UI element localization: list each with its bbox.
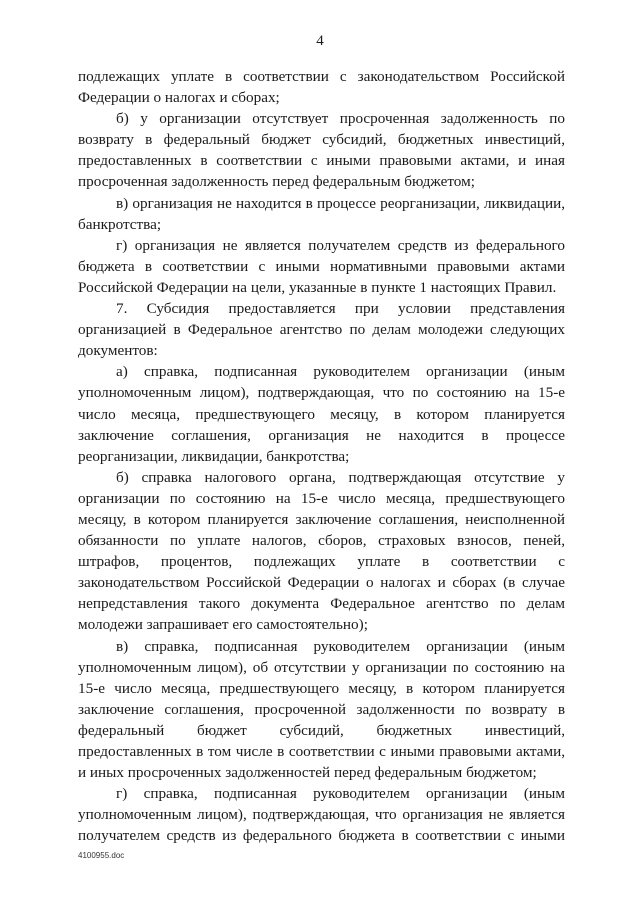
paragraph-item-g: г) организация не является получателем средств из федерального бюджета в соответствии с иными нормативными правовыми актами Российской Федерации на цели, указанные в пункте 1 настоящих Правил.: [78, 236, 565, 296]
paragraph-item-b: б) у организации отсутствует просроченная задолженность по возврату в федеральный бюджет субсидий, бюджетных инвестиций, предоставленных в соответствии с иными правовыми актами, и иная просроченная задолженность перед федеральным бюджетом;: [78, 110, 565, 191]
paragraph-document-a: а) справка, подписанная руководителем организации (иным уполномоченным лицом), подтверждающая, что по состоянию на 15-е число месяца, предшествующего месяцу, в котором планируется заключение соглашения, организация не находится в процессе реорганизации, ликвидации, банкротства;: [78, 363, 565, 465]
document-body: [78, 66, 565, 846]
paragraph-continuation: подлежащих уплате в соответствии с законодательством Российской Федерации о налогах и сборах;: [78, 68, 565, 107]
paragraph-item-v: в) организация не находится в процессе реорганизации, ликвидации, банкротства;: [78, 194, 565, 233]
paragraph-clause-7: 7. Субсидия предоставляется при условии представления организацией в Федеральное агентство по делам молодежи следующих документов:: [78, 300, 565, 360]
paragraph-document-v: в) справка, подписанная руководителем организации (иным уполномоченным лицом), об отсутствии у организации по состоянию на 15-е число месяца, предшествующего месяцу, в котором планируется заключение соглашения, просроченной задолженности по возврату в федеральный бюджет субсидий, бюджетных инвестиций, предоставленных в том числе в соответствии с иными правовыми актами, и иных просроченных задолженностей перед федеральным бюджетом;: [78, 637, 565, 782]
page-number: 4: [316, 33, 324, 49]
footer-doc-code: 4100955.doc: [78, 851, 125, 860]
paragraph-document-g: г) справка, подписанная руководителем организации (иным уполномоченным лицом), подтверждающая, что организация не является получателем средств из федерального бюджета в соответствии с иными: [78, 785, 565, 845]
paragraph-document-b: б) справка налогового органа, подтверждающая отсутствие у организации по состоянию на 15-е число месяца, предшествующего месяцу, в котором планируется заключение соглашения, неисполненной обязанности по уплате налогов, сборов, страховых взносов, пеней, штрафов, процентов, подлежащих уплате в соответствии с законодательством Российской Федерации о налогах и сборах (в случае непредставления такого документа Федеральное агентство по делам молодежи запрашивает его самостоятельно);: [78, 468, 565, 634]
